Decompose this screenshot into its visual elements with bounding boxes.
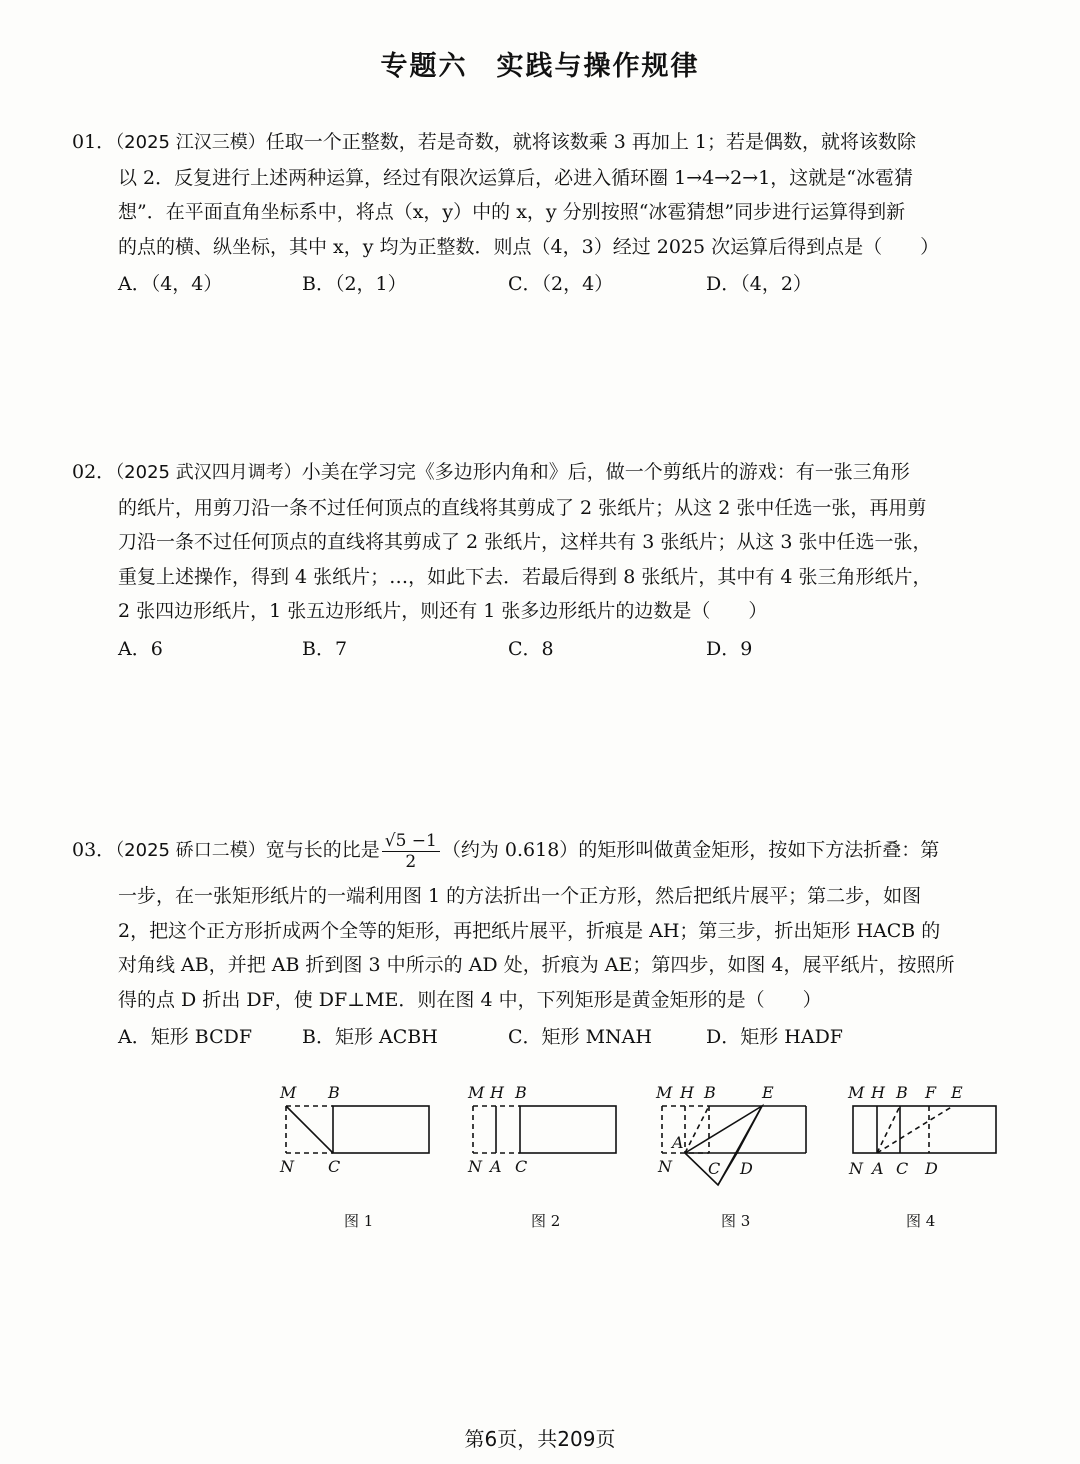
option-c[interactable]: C．8	[508, 637, 554, 660]
label-b: B	[896, 1083, 908, 1102]
figures-diagram	[0, 1075, 1080, 1245]
label-n: N	[280, 1157, 294, 1176]
option-d[interactable]: D．（4，2）	[706, 273, 812, 295]
label-n: N	[658, 1157, 672, 1176]
label-m: M	[280, 1083, 297, 1102]
label-n: N	[468, 1157, 482, 1176]
label-h: H	[680, 1083, 694, 1102]
figure-1	[286, 1106, 429, 1153]
options-row	[72, 266, 1032, 302]
question-text: 宽与长的比是	[265, 839, 380, 861]
label-b: B	[515, 1083, 527, 1102]
question-text: 任取一个正整数，若是奇数，就将该数乘 3 再加上 1；若是偶数，就将该数除	[265, 131, 917, 153]
label-m: M	[656, 1083, 673, 1102]
label-c: C	[328, 1157, 341, 1176]
question-text: （约为 0.618）的矩形叫做黄金矩形，按如下方法折叠：第	[441, 839, 940, 861]
question-number: 03．	[72, 839, 116, 861]
option-b[interactable]: B．（2，1）	[302, 273, 407, 295]
question-3-line-4: 对角线 AB，并把 AB 折到图 3 中所示的 AD 处，折痕为 AE；第四步，如图 4，展平纸片，按照所	[118, 954, 955, 976]
page-title: 专题六 实践与操作规律	[380, 51, 700, 82]
figure-1-caption: 图 1	[344, 1212, 374, 1230]
question-2-line-3: 刀沿一条不过任何顶点的直线将其剪成了 2 张纸片，这样共有 3 张纸片；从这 3 张中任选一张，	[118, 531, 932, 553]
option-d[interactable]: D．9	[706, 637, 753, 660]
question-1-line-1	[72, 125, 1032, 161]
label-e: E	[762, 1083, 774, 1102]
question-text: 小美在学习完《多边形内角和》后，做一个剪纸片的游戏：有一张三角形	[301, 461, 910, 483]
label-c: C	[708, 1159, 721, 1178]
label-e: E	[951, 1083, 963, 1102]
label-d: D	[925, 1159, 938, 1178]
golden-ratio-fraction	[382, 831, 440, 872]
label-c: C	[515, 1157, 528, 1176]
label-c: C	[896, 1159, 909, 1178]
fraction-denominator: 2	[405, 851, 417, 872]
figure-4	[853, 1106, 996, 1153]
question-source: （2025 硚口二模）	[115, 840, 266, 861]
option-c[interactable]: C．（2，4）	[508, 273, 614, 295]
fraction-numerator: √5 −1	[382, 831, 440, 852]
figure-3	[662, 1106, 806, 1185]
figure-4-caption: 图 4	[906, 1212, 936, 1230]
option-b[interactable]: B．矩形 ACBH	[302, 1026, 438, 1048]
question-1-line-2: 以 2．反复进行上述两种运算，经过有限次运算后，必进入循环圈 1→4→2→1，这就是“冰雹猜	[118, 166, 913, 189]
page-footer: 第6页，共209页	[464, 1427, 616, 1451]
question-3	[72, 822, 1032, 1055]
options-row	[72, 1019, 1032, 1055]
label-f: F	[925, 1083, 937, 1102]
question-1	[72, 125, 1032, 302]
label-a: A	[672, 1133, 684, 1152]
label-h: H	[871, 1083, 885, 1102]
label-b: B	[704, 1083, 716, 1102]
question-number: 02．	[72, 461, 116, 483]
label-m: M	[468, 1083, 485, 1102]
option-a[interactable]: A．矩形 BCDF	[118, 1026, 253, 1048]
question-source: （2025 武汉四月调考）	[115, 462, 302, 483]
label-n: N	[849, 1159, 863, 1178]
figure-3-caption: 图 3	[721, 1212, 751, 1230]
option-c[interactable]: C．矩形 MNAH	[508, 1026, 652, 1048]
question-1-line-4: 的点的横、纵坐标，其中 x，y 均为正整数．则点（4，3）经过 2025 次运算后得到点是（ ）	[118, 235, 940, 258]
label-a: A	[490, 1157, 502, 1176]
option-a[interactable]: A．6	[118, 637, 163, 660]
question-2-line-2: 的纸片，用剪刀沿一条不过任何顶点的直线将其剪成了 2 张纸片；从这 2 张中任选一张，再用剪	[118, 496, 927, 519]
figure-2-caption: 图 2	[531, 1212, 561, 1230]
label-a: A	[872, 1159, 884, 1178]
label-h: H	[490, 1083, 504, 1102]
question-1-line-3: 想”．在平面直角坐标系中，将点（x，y）中的 x，y 分别按照“冰雹猜想”同步进行运算得到新	[118, 201, 906, 223]
question-3-line-5: 得的点 D 折出 DF，使 DF⊥ME．则在图 4 中，下列矩形是黄金矩形的是（ ）	[118, 988, 822, 1011]
label-d: D	[740, 1159, 753, 1178]
label-m: M	[848, 1083, 865, 1102]
question-2-line-5: 2 张四边形纸片，1 张五边形纸片，则还有 1 张多边形纸片的边数是（ ）	[118, 600, 768, 622]
option-b[interactable]: B．7	[302, 637, 348, 660]
option-d[interactable]: D．矩形 HADF	[706, 1026, 843, 1048]
question-2	[72, 455, 1032, 667]
question-3-line-2: 一步，在一张矩形纸片的一端利用图 1 的方法折出一个正方形，然后把纸片展平；第二步，如图	[118, 885, 922, 907]
option-a[interactable]: A．（4，4）	[118, 273, 223, 295]
question-3-line-3: 2，把这个正方形折成两个全等的矩形，再把纸片展平，折痕是 AH；第三步，折出矩形 HACB 的	[118, 919, 941, 942]
label-b: B	[328, 1083, 340, 1102]
question-source: （2025 江汉三模）	[115, 132, 266, 153]
figure-2	[473, 1106, 616, 1153]
question-3-line-1	[72, 822, 1032, 879]
options-row	[72, 631, 1032, 667]
question-2-line-1	[72, 455, 1032, 491]
question-2-line-4: 重复上述操作，得到 4 张纸片；…，如此下去．若最后得到 8 张纸片，其中有 4 张三角形纸片，	[118, 565, 932, 588]
question-number: 01．	[72, 131, 116, 153]
